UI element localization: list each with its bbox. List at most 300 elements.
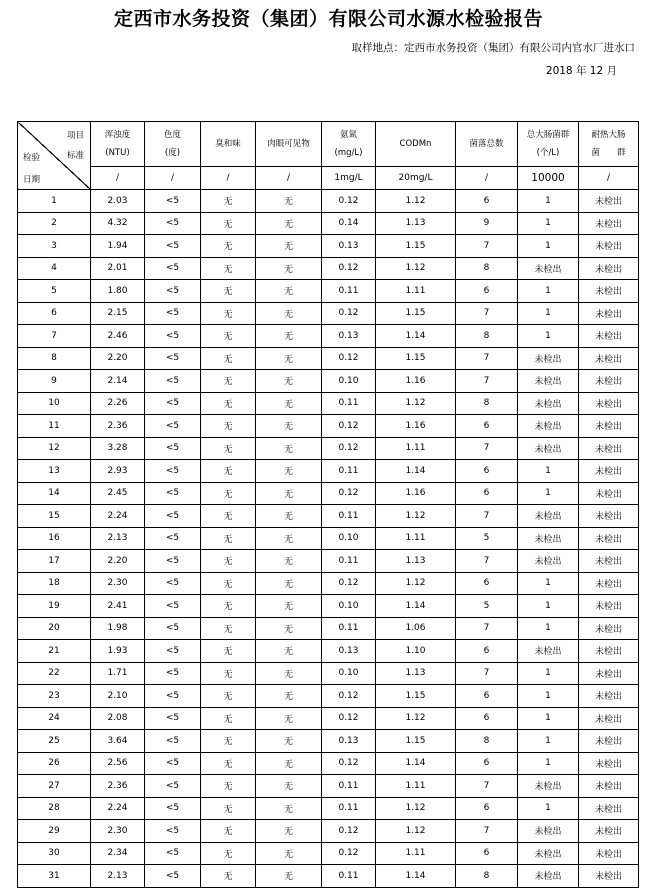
value-cell: 未检出 <box>518 257 579 280</box>
value-cell: 无 <box>256 527 322 550</box>
value-cell: 无 <box>256 190 322 213</box>
value-cell: 未检出 <box>579 280 639 303</box>
value-cell: 6 <box>456 707 518 730</box>
column-header-label: 菌落总数 <box>469 139 504 149</box>
value-cell: 2.41 <box>91 595 145 618</box>
value-cell: 无 <box>256 370 322 393</box>
column-standard: / <box>145 167 201 190</box>
value-cell: 未检出 <box>518 392 579 415</box>
value-cell: 0.11 <box>322 460 376 483</box>
value-cell: 7 <box>456 370 518 393</box>
value-cell: 1.13 <box>376 662 456 685</box>
day-cell: 18 <box>18 572 91 595</box>
value-cell: 1.14 <box>376 752 456 775</box>
value-cell: 6 <box>456 797 518 820</box>
value-cell: 无 <box>256 707 322 730</box>
value-cell: 0.12 <box>322 482 376 505</box>
value-cell: 未检出 <box>579 550 639 573</box>
value-cell: 0.13 <box>322 325 376 348</box>
value-cell: 6 <box>456 572 518 595</box>
day-cell: 11 <box>18 415 91 438</box>
value-cell: 无 <box>256 235 322 258</box>
value-cell: <5 <box>145 370 201 393</box>
value-cell: 1 <box>518 280 579 303</box>
value-cell: 未检出 <box>518 415 579 438</box>
value-cell: 未检出 <box>579 505 639 528</box>
value-cell: <5 <box>145 797 201 820</box>
value-cell: 无 <box>256 685 322 708</box>
value-cell: 1 <box>518 662 579 685</box>
value-cell: <5 <box>145 572 201 595</box>
value-cell: 8 <box>456 392 518 415</box>
value-cell: 未检出 <box>579 212 639 235</box>
day-cell: 1 <box>18 190 91 213</box>
value-cell: 1.12 <box>376 707 456 730</box>
value-cell: 未检出 <box>579 730 639 753</box>
value-cell: 无 <box>201 550 256 573</box>
day-cell: 13 <box>18 460 91 483</box>
value-cell: <5 <box>145 775 201 798</box>
value-cell: 6 <box>456 280 518 303</box>
day-cell: 7 <box>18 325 91 348</box>
value-cell: <5 <box>145 640 201 663</box>
value-cell: 无 <box>201 482 256 505</box>
value-cell: 9 <box>456 212 518 235</box>
value-cell: 无 <box>256 595 322 618</box>
value-cell: 0.10 <box>322 370 376 393</box>
value-cell: 2.30 <box>91 572 145 595</box>
value-cell: 2.24 <box>91 505 145 528</box>
value-cell: 未检出 <box>579 325 639 348</box>
column-standard: / <box>579 167 639 190</box>
value-cell: 6 <box>456 190 518 213</box>
value-cell: 未检出 <box>579 595 639 618</box>
value-cell: 3.28 <box>91 437 145 460</box>
value-cell: 1.13 <box>376 550 456 573</box>
value-cell: 未检出 <box>518 370 579 393</box>
value-cell: 8 <box>456 730 518 753</box>
day-cell: 23 <box>18 685 91 708</box>
table-row <box>18 190 639 213</box>
table-row <box>18 752 639 775</box>
day-cell: 31 <box>18 865 91 888</box>
value-cell: 2.20 <box>91 550 145 573</box>
value-cell: 未检出 <box>579 797 639 820</box>
value-cell: 1.12 <box>376 820 456 843</box>
value-cell: 5 <box>456 527 518 550</box>
value-cell: 2.10 <box>91 685 145 708</box>
value-cell: 无 <box>201 527 256 550</box>
value-cell: 未检出 <box>579 235 639 258</box>
value-cell: 2.30 <box>91 820 145 843</box>
value-cell: 无 <box>201 347 256 370</box>
value-cell: 未检出 <box>579 775 639 798</box>
table-row <box>18 460 639 483</box>
value-cell: 1.13 <box>376 212 456 235</box>
value-cell: 0.13 <box>322 235 376 258</box>
value-cell: <5 <box>145 662 201 685</box>
table-row <box>18 280 639 303</box>
column-header-label: 浑浊度 <box>104 130 131 140</box>
day-cell: 19 <box>18 595 91 618</box>
value-cell: <5 <box>145 437 201 460</box>
value-cell: 8 <box>456 257 518 280</box>
value-cell: <5 <box>145 212 201 235</box>
value-cell: 2.01 <box>91 257 145 280</box>
day-cell: 28 <box>18 797 91 820</box>
value-cell: 未检出 <box>579 527 639 550</box>
column-header <box>518 122 579 167</box>
value-cell: 无 <box>201 280 256 303</box>
value-cell: 1 <box>518 482 579 505</box>
value-cell: <5 <box>145 190 201 213</box>
value-cell: <5 <box>145 302 201 325</box>
table-row <box>18 505 639 528</box>
day-cell: 29 <box>18 820 91 843</box>
day-cell: 26 <box>18 752 91 775</box>
value-cell: 0.13 <box>322 640 376 663</box>
value-cell: 6 <box>456 640 518 663</box>
value-cell: 7 <box>456 550 518 573</box>
column-header-label: 臭和味 <box>215 139 241 149</box>
value-cell: 0.13 <box>322 730 376 753</box>
value-cell: 未检出 <box>579 640 639 663</box>
value-cell: 7 <box>456 505 518 528</box>
day-cell: 14 <box>18 482 91 505</box>
value-cell: 未检出 <box>518 347 579 370</box>
table-row <box>18 347 639 370</box>
table-row <box>18 662 639 685</box>
table-row <box>18 257 639 280</box>
value-cell: 1.71 <box>91 662 145 685</box>
table-row <box>18 415 639 438</box>
day-cell: 27 <box>18 775 91 798</box>
value-cell: <5 <box>145 505 201 528</box>
value-cell: 无 <box>201 775 256 798</box>
value-cell: 0.10 <box>322 662 376 685</box>
value-cell: 3.64 <box>91 730 145 753</box>
value-cell: 0.12 <box>322 257 376 280</box>
sampling-location: 取样地点：定西市水务投资（集团）有限公司内官水厂进水口 <box>351 42 635 54</box>
value-cell: 2.13 <box>91 527 145 550</box>
column-header <box>201 122 256 167</box>
value-cell: 1.14 <box>376 460 456 483</box>
value-cell: 无 <box>201 595 256 618</box>
value-cell: 0.10 <box>322 595 376 618</box>
value-cell: 无 <box>201 572 256 595</box>
column-standard: 20mg/L <box>376 167 456 190</box>
table-row <box>18 617 639 640</box>
value-cell: 无 <box>201 707 256 730</box>
value-cell: 1 <box>518 212 579 235</box>
value-cell: 0.12 <box>322 572 376 595</box>
value-cell: 1.12 <box>376 797 456 820</box>
value-cell: 1 <box>518 325 579 348</box>
value-cell: 无 <box>201 370 256 393</box>
column-standard: 10000 <box>518 167 579 190</box>
value-cell: 1.11 <box>376 842 456 865</box>
value-cell: 1.16 <box>376 370 456 393</box>
value-cell: 1.11 <box>376 527 456 550</box>
value-cell: 无 <box>256 572 322 595</box>
value-cell: 无 <box>256 347 322 370</box>
value-cell: 1.16 <box>376 415 456 438</box>
column-header <box>91 122 145 167</box>
value-cell: 无 <box>256 640 322 663</box>
value-cell: 无 <box>201 685 256 708</box>
value-cell: 无 <box>201 415 256 438</box>
value-cell: 1.14 <box>376 865 456 888</box>
column-header <box>322 122 376 167</box>
value-cell: 无 <box>201 842 256 865</box>
table-row <box>18 550 639 573</box>
value-cell: <5 <box>145 595 201 618</box>
value-cell: 无 <box>201 235 256 258</box>
column-header <box>376 122 456 167</box>
value-cell: 无 <box>201 640 256 663</box>
value-cell: 无 <box>201 730 256 753</box>
value-cell: 7 <box>456 617 518 640</box>
value-cell: 8 <box>456 865 518 888</box>
value-cell: 2.15 <box>91 302 145 325</box>
column-header-label: (度) <box>164 148 181 158</box>
table-row <box>18 212 639 235</box>
value-cell: 0.14 <box>322 212 376 235</box>
value-cell: <5 <box>145 347 201 370</box>
table-row <box>18 235 639 258</box>
value-cell: <5 <box>145 280 201 303</box>
value-cell: 无 <box>256 482 322 505</box>
value-cell: <5 <box>145 257 201 280</box>
table-row <box>18 865 639 888</box>
value-cell: 0.11 <box>322 617 376 640</box>
value-cell: 无 <box>256 460 322 483</box>
value-cell: 未检出 <box>518 842 579 865</box>
value-cell: 无 <box>201 460 256 483</box>
value-cell: 未检出 <box>579 707 639 730</box>
value-cell: 无 <box>201 662 256 685</box>
value-cell: 无 <box>256 797 322 820</box>
table-row <box>18 325 639 348</box>
value-cell: 7 <box>456 347 518 370</box>
value-cell: 未检出 <box>518 527 579 550</box>
value-cell: 7 <box>456 775 518 798</box>
value-cell: <5 <box>145 617 201 640</box>
value-cell: 5 <box>456 595 518 618</box>
column-standard: / <box>201 167 256 190</box>
table-header <box>18 122 639 190</box>
value-cell: 0.12 <box>322 437 376 460</box>
table-row <box>18 730 639 753</box>
value-cell: 1.15 <box>376 347 456 370</box>
value-cell: 无 <box>256 662 322 685</box>
value-cell: 0.11 <box>322 797 376 820</box>
column-header <box>456 122 518 167</box>
value-cell: 1.11 <box>376 775 456 798</box>
value-cell: 未检出 <box>579 662 639 685</box>
value-cell: 无 <box>256 730 322 753</box>
value-cell: 1 <box>518 460 579 483</box>
day-cell: 24 <box>18 707 91 730</box>
column-standard: / <box>256 167 322 190</box>
value-cell: 7 <box>456 437 518 460</box>
corner-check-label: 检验 <box>23 153 41 163</box>
day-cell: 2 <box>18 212 91 235</box>
value-cell: 1 <box>518 302 579 325</box>
table-row <box>18 775 639 798</box>
value-cell: 未检出 <box>518 505 579 528</box>
value-cell: 2.93 <box>91 460 145 483</box>
value-cell: 2.56 <box>91 752 145 775</box>
column-standard: 1mg/L <box>322 167 376 190</box>
value-cell: 未检出 <box>579 190 639 213</box>
value-cell: 6 <box>456 752 518 775</box>
value-cell: 6 <box>456 482 518 505</box>
value-cell: 1.15 <box>376 302 456 325</box>
value-cell: 无 <box>256 775 322 798</box>
report-date: 2018 年 12 月 <box>545 65 617 77</box>
value-cell: 1.14 <box>376 595 456 618</box>
value-cell: 无 <box>256 505 322 528</box>
header-corner-cell <box>18 122 91 190</box>
value-cell: <5 <box>145 820 201 843</box>
value-cell: 0.12 <box>322 842 376 865</box>
value-cell: <5 <box>145 842 201 865</box>
table-row <box>18 820 639 843</box>
value-cell: 无 <box>256 212 322 235</box>
value-cell: 1.15 <box>376 235 456 258</box>
value-cell: 6 <box>456 460 518 483</box>
column-header-label: 耐热大肠 <box>591 130 626 140</box>
value-cell: 无 <box>256 257 322 280</box>
day-cell: 3 <box>18 235 91 258</box>
table-row <box>18 302 639 325</box>
value-cell: 无 <box>256 617 322 640</box>
day-cell: 15 <box>18 505 91 528</box>
value-cell: <5 <box>145 415 201 438</box>
value-cell: <5 <box>145 235 201 258</box>
day-cell: 25 <box>18 730 91 753</box>
value-cell: 1.12 <box>376 392 456 415</box>
value-cell: 无 <box>201 437 256 460</box>
day-cell: 8 <box>18 347 91 370</box>
corner-item-label: 项目 <box>66 131 84 141</box>
table-row <box>18 437 639 460</box>
value-cell: 1 <box>518 797 579 820</box>
value-cell: 0.12 <box>322 347 376 370</box>
column-header <box>145 122 201 167</box>
value-cell: 6 <box>456 685 518 708</box>
value-cell: 未检出 <box>579 482 639 505</box>
value-cell: 4.32 <box>91 212 145 235</box>
value-cell: 8 <box>456 325 518 348</box>
value-cell: 未检出 <box>579 685 639 708</box>
value-cell: 无 <box>256 865 322 888</box>
value-cell: 未检出 <box>518 437 579 460</box>
value-cell: 未检出 <box>579 752 639 775</box>
day-cell: 6 <box>18 302 91 325</box>
value-cell: 无 <box>201 212 256 235</box>
value-cell: 6 <box>456 415 518 438</box>
value-cell: 无 <box>201 752 256 775</box>
day-cell: 30 <box>18 842 91 865</box>
value-cell: 0.12 <box>322 415 376 438</box>
table-row <box>18 640 639 663</box>
value-cell: 0.12 <box>322 190 376 213</box>
value-cell: 1.80 <box>91 280 145 303</box>
value-cell: 2.26 <box>91 392 145 415</box>
value-cell: 未检出 <box>579 820 639 843</box>
table-row <box>18 595 639 618</box>
value-cell: 7 <box>456 302 518 325</box>
value-cell: <5 <box>145 482 201 505</box>
value-cell: 2.45 <box>91 482 145 505</box>
value-cell: 未检出 <box>579 370 639 393</box>
column-header-label: (NTU) <box>105 148 130 158</box>
column-header-label: 色度 <box>163 130 181 140</box>
value-cell: 1 <box>518 752 579 775</box>
table-row <box>18 482 639 505</box>
day-cell: 5 <box>18 280 91 303</box>
column-standard: / <box>91 167 145 190</box>
value-cell: 0.12 <box>322 685 376 708</box>
value-cell: 0.12 <box>322 752 376 775</box>
column-header-label: CODMn <box>399 139 432 149</box>
column-header-label: (mg/L) <box>334 148 363 158</box>
value-cell: 0.11 <box>322 505 376 528</box>
value-cell: 0.10 <box>322 527 376 550</box>
value-cell: 未检出 <box>579 415 639 438</box>
value-cell: 未检出 <box>579 617 639 640</box>
column-header <box>579 122 639 167</box>
table-row <box>18 392 639 415</box>
day-cell: 22 <box>18 662 91 685</box>
value-cell: 未检出 <box>579 842 639 865</box>
column-header-label: 氨氮 <box>339 130 357 140</box>
value-cell: 未检出 <box>579 392 639 415</box>
value-cell: 无 <box>201 325 256 348</box>
day-cell: 4 <box>18 257 91 280</box>
value-cell: 1 <box>518 685 579 708</box>
value-cell: 1 <box>518 707 579 730</box>
day-cell: 21 <box>18 640 91 663</box>
value-cell: 7 <box>456 235 518 258</box>
value-cell: 1.14 <box>376 325 456 348</box>
table-body <box>18 190 639 888</box>
value-cell: 无 <box>201 505 256 528</box>
value-cell: 无 <box>201 190 256 213</box>
value-cell: 2.20 <box>91 347 145 370</box>
day-cell: 10 <box>18 392 91 415</box>
value-cell: 无 <box>201 865 256 888</box>
value-cell: 无 <box>256 325 322 348</box>
value-cell: <5 <box>145 392 201 415</box>
table-row <box>18 842 639 865</box>
value-cell: 未检出 <box>518 820 579 843</box>
value-cell: <5 <box>145 865 201 888</box>
value-cell: <5 <box>145 730 201 753</box>
value-cell: 未检出 <box>579 257 639 280</box>
value-cell: 1.15 <box>376 730 456 753</box>
value-cell: <5 <box>145 550 201 573</box>
value-cell: 未检出 <box>579 572 639 595</box>
table-row <box>18 707 639 730</box>
day-cell: 16 <box>18 527 91 550</box>
value-cell: 无 <box>256 752 322 775</box>
value-cell: 无 <box>256 392 322 415</box>
value-cell: 无 <box>256 415 322 438</box>
value-cell: 无 <box>201 392 256 415</box>
